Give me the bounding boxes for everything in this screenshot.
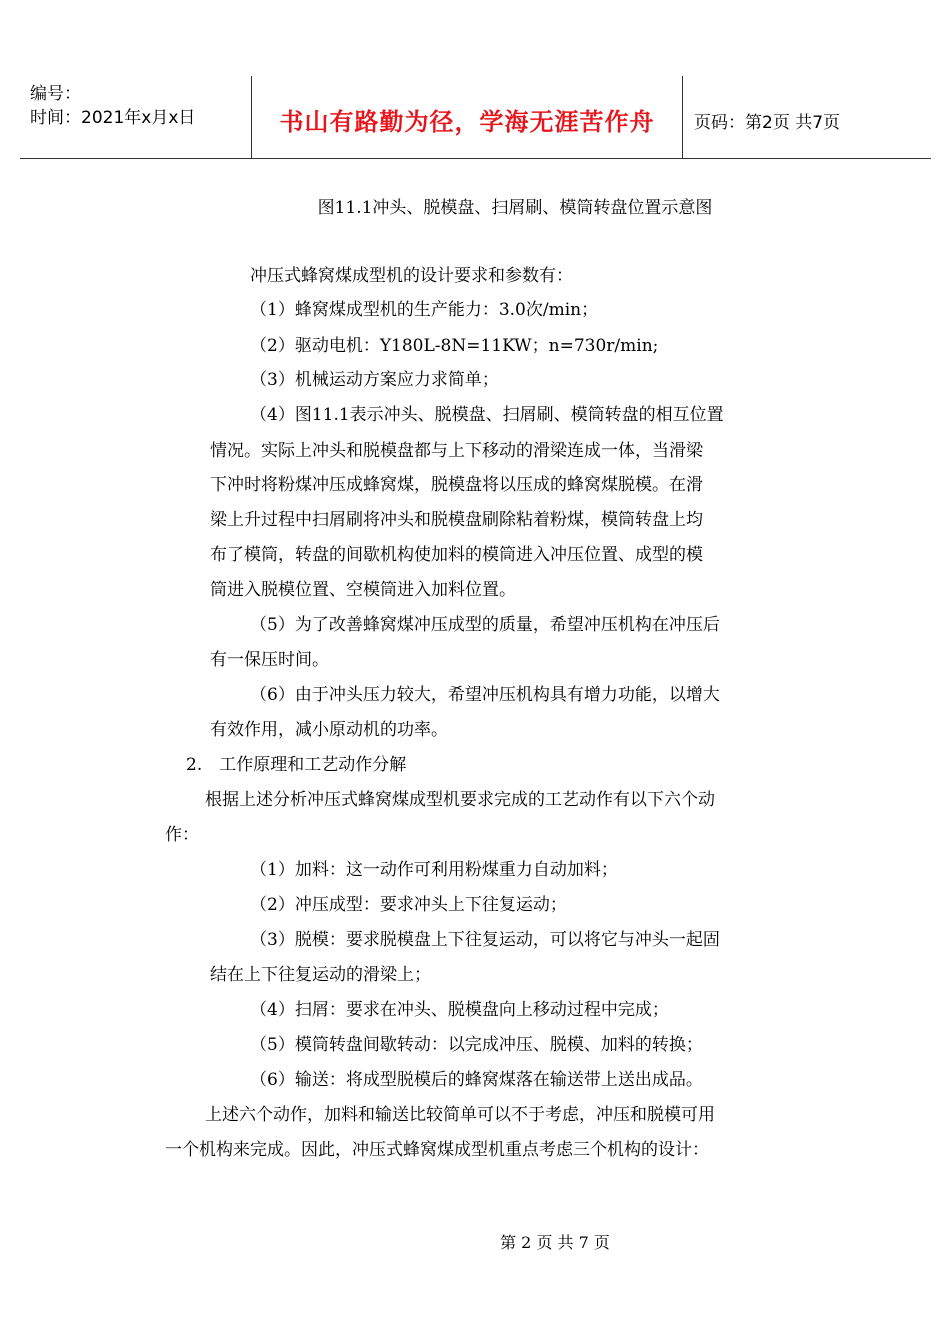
- text-line: 下冲时将粉煤冲压成蜂窝煤，脱模盘将以压成的蜂窝煤脱模。在滑: [210, 475, 703, 495]
- figure-caption: 图11.1冲头、脱模盘、扫屑刷、模筒转盘位置示意图: [317, 198, 713, 218]
- text-line: （3）脱模：要求脱模盘上下往复运动，可以将它与冲头一起固: [250, 930, 720, 950]
- header-motto: 书山有路勤为径，学海无涯苦作舟: [279, 108, 655, 136]
- text-line: 筒进入脱模位置、空模筒进入加料位置。: [210, 580, 516, 600]
- text-line: 梁上升过程中扫屑刷将冲头和脱模盘刷除粘着粉煤，模筒转盘上均: [210, 510, 703, 530]
- text-line: 有效作用，减小原动机的功率。: [210, 720, 448, 740]
- header-number-label: 编号：: [30, 84, 81, 104]
- text-line: （4）图11.1表示冲头、脱模盘、扫屑刷、模筒转盘的相互位置: [250, 405, 724, 425]
- text-line: （4）扫屑：要求在冲头、脱模盘向上移动过程中完成；: [250, 1000, 669, 1020]
- text-line: （5）为了改善蜂窝煤冲压成型的质量，希望冲压机构在冲压后: [250, 615, 720, 635]
- page-footer: 第 2 页 共 7 页: [500, 1233, 610, 1252]
- header-left-cell: [30, 82, 195, 130]
- text-line: 根据上述分析冲压式蜂窝煤成型机要求完成的工艺动作有以下六个动: [205, 790, 715, 810]
- header-page-info: 页码：第2页 共7页: [694, 113, 841, 133]
- text-line: （2）驱动电机：Y180L-8N=11KW；n=730r/min;: [250, 336, 659, 356]
- text-line: （1）蜂窝煤成型机的生产能力：3.0次/min；: [250, 300, 599, 320]
- text-line: 布了模筒，转盘的间歇机构使加料的模筒进入冲压位置、成型的模: [210, 545, 703, 565]
- section-heading: 2. 工作原理和工艺动作分解: [186, 755, 407, 775]
- text-line: 结在上下往复运动的滑梁上；: [210, 965, 431, 985]
- text-line: （6）由于冲头压力较大，希望冲压机构具有增力功能，以增大: [250, 685, 720, 705]
- text-line: （5）模筒转盘间歇转动：以完成冲压、脱模、加料的转换；: [250, 1035, 703, 1055]
- text-line: 情况。实际上冲头和脱模盘都与上下移动的滑梁连成一体，当滑梁: [210, 441, 703, 461]
- page-header: [20, 76, 931, 159]
- text-line: 作：: [165, 825, 199, 845]
- text-line: 冲压式蜂窝煤成型机的设计要求和参数有：: [250, 266, 573, 286]
- text-line: 有一保压时间。: [210, 650, 329, 670]
- text-line: （6）输送：将成型脱模后的蜂窝煤落在输送带上送出成品。: [250, 1070, 703, 1090]
- text-line: 上述六个动作，加料和输送比较简单可以不于考虑，冲压和脱模可用: [205, 1105, 715, 1125]
- text-line: （2）冲压成型：要求冲头上下往复运动；: [250, 895, 567, 915]
- text-line: 一个机构来完成。因此，冲压式蜂窝煤成型机重点考虑三个机构的设计：: [165, 1140, 709, 1160]
- header-time-label: 时间：2021年x月x日: [30, 108, 196, 128]
- text-line: （3）机械运动方案应力求简单；: [250, 370, 499, 390]
- text-line: （1）加料：这一动作可利用粉煤重力自动加料；: [250, 860, 618, 880]
